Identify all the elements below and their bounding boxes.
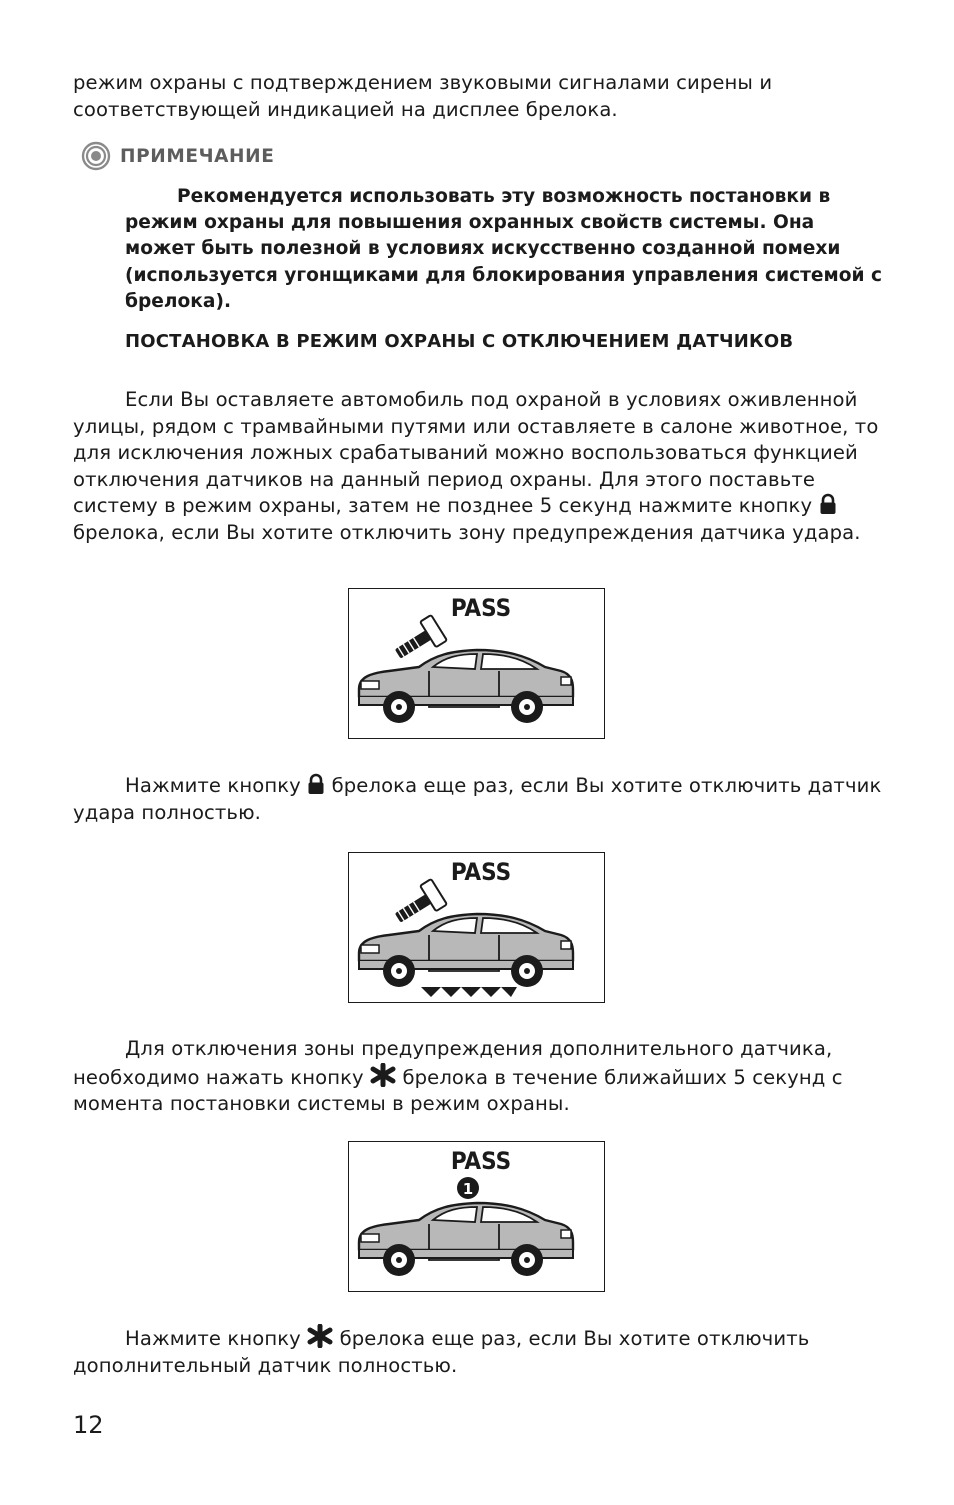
badge-icon: [457, 1177, 479, 1199]
paragraph-1: Если Вы оставляете автомобиль под охраной в условиях оживленной улицы, рядом с трамвайными путями или оставляете в салоне животное, то для исключения ложных срабатываний можно воспользоваться функцией отключения датчиков на данный период охраны. Для этого поставьте систему в режим охраны, затем не позднее 5 секунд нажмите кнопку брелока, если Вы хотите отключить зону предупреждения датчика удара.: [73, 388, 879, 544]
vibration-marks: [421, 987, 517, 997]
note-title: ПРИМЕЧАНИЕ: [120, 145, 275, 167]
figure-shock-warning-off: [348, 588, 605, 739]
lock-icon: [819, 493, 837, 515]
asterisk-icon: [307, 1324, 333, 1348]
figure-shock-sensor-off: [348, 852, 605, 1003]
target-icon: [80, 141, 114, 171]
paragraph-2: Нажмите кнопку брелока еще раз, если Вы хотите отключить датчик удара полностью.: [73, 774, 882, 824]
car-icon: [359, 914, 573, 987]
pass-label: PASS: [450, 1147, 512, 1175]
pass-label: PASS: [450, 594, 512, 622]
pass-label: PASS: [450, 858, 512, 886]
car-icon: [359, 650, 573, 723]
paragraph-3: Для отключения зоны предупреждения дополнительного датчика, необходимо нажать кнопку брелока в течение ближайших 5 секунд с момента постановки системы в режим охраны.: [73, 1037, 843, 1116]
section-title: ПОСТАНОВКА В РЕЖИМ ОХРАНЫ С ОТКЛЮЧЕНИЕМ ДАТЧИКОВ: [125, 331, 794, 352]
car-icon: [359, 1203, 573, 1276]
intro-paragraph: режим охраны с подтверждением звуковыми сигналами сирены и соответствующей индикацией на дисплее брелока.: [73, 71, 773, 121]
paragraph-4: Нажмите кнопку брелока еще раз, если Вы хотите отключить дополнительный датчик полностью.: [73, 1324, 883, 1379]
page-number: 12: [73, 1411, 104, 1439]
note-body: Рекомендуется использовать эту возможность постановки в режим охраны для повышения охранных свойств системы. Она может быть полезной в условиях искусственно созданной помехи (используется угонщиками для блокирования управления системой с брелока).: [125, 186, 883, 312]
badge-number: 1: [462, 1180, 474, 1198]
asterisk-icon: [370, 1063, 396, 1087]
note-header: [80, 141, 274, 171]
lock-icon: [307, 773, 325, 795]
figure-extra-sensor-warning-off: [348, 1141, 605, 1292]
